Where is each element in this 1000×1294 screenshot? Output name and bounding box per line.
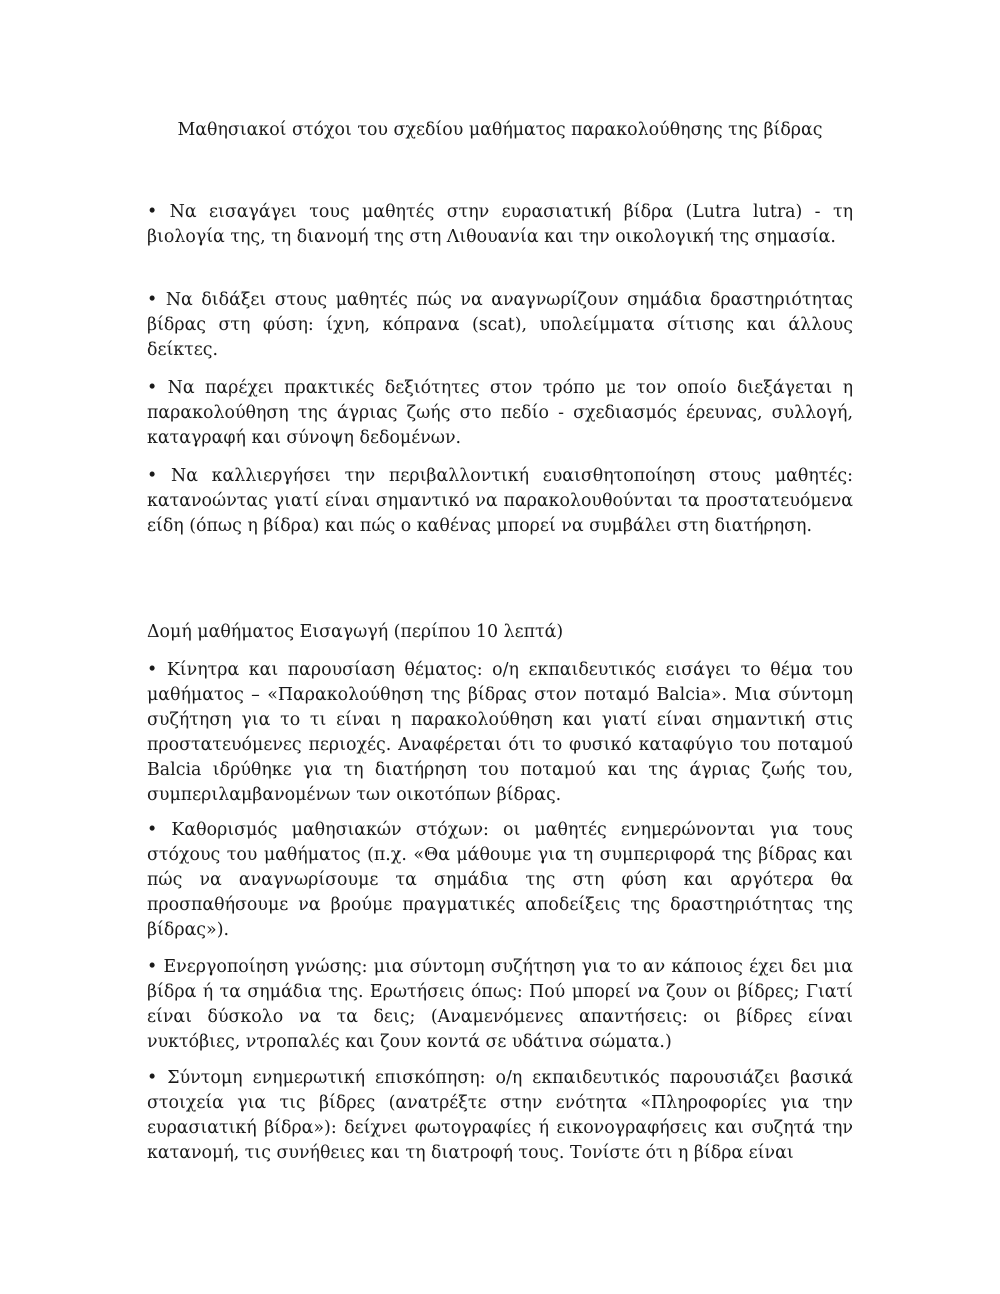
structure-item — [147, 658, 853, 808]
goal-item — [147, 200, 853, 250]
structure-text: Καθορισμός μαθησιακών στόχων: οι μαθητές ενημερώνονται για τους στόχους του μαθήματος (π.χ. «Θα μάθουμε για τη συμπεριφορά της βίδρας και πώς να αναγνωρίσουμε τα σημάδια της στη φύση και αργότερα θα προσπαθήσουμε να βρούμε πραγματικές αποδείξεις της δραστηριότητας της βίδρας»). — [147, 820, 853, 940]
goal-text: Να καλλιεργήσει την περιβαλλοντική ευαισθητοποίηση στους μαθητές: κατανοώντας γιατί είναι σημαντικό να παρακολουθούνται τα προστατευόμενα είδη (όπως η βίδρα) και πώς ο καθένας μπορεί να συμβάλει στη διατήρηση. — [147, 466, 853, 536]
bullet-icon: • — [147, 660, 158, 680]
bullet-icon: • — [147, 820, 158, 840]
bullet-icon: • — [147, 378, 158, 398]
goal-item — [147, 464, 853, 539]
structure-text: Σύντομη ενημερωτική επισκόπηση: ο/η εκπαιδευτικός παρουσιάζει βασικά στοιχεία για τις βίδρες (ανατρέξτε στην ενότητα «Πληροφορίες για την ευρασιατική βίδρα»): δείχνει φωτογραφίες ή εικονογραφήσεις και συζητά την κατανομή, τις συνήθειες και τη διατροφή τους. Τονίστε ότι η βίδρα είναι — [147, 1068, 854, 1163]
structure-text: Ενεργοποίηση γνώσης: μια σύντομη συζήτηση για το αν κάποιος έχει δει μια βίδρα ή τα σημάδια της. Ερωτήσεις όπως: Πού μπορεί να ζουν οι βίδρες; Γιατί είναι δύσκολο να τα δεις; (Αναμενόμενες απαντήσεις: οι βίδρες είναι νυκτόβιες, ντροπαλές και ζουν κοντά σε υδάτινα σώματα.) — [147, 957, 854, 1052]
structure-item — [147, 1066, 853, 1166]
structure-text: Κίνητρα και παρουσίαση θέματος: ο/η εκπαιδευτικός εισάγει το θέμα του μαθήματος – «Παρακολούθηση της βίδρας στον ποταμό Balcia». Μια σύντομη συζήτηση για το τι είναι η παρακολούθηση και γιατί είναι σημαντική στις προστατευόμενες περιοχές. Αναφέρεται ότι το φυσικό καταφύγιο του ποταμού Balcia ιδρύθηκε για τη διατήρηση του ποταμού και της άγριας ζωής του, συμπεριλαμβανομένων των οικοτόπων βίδρας. — [147, 660, 853, 805]
bullet-icon: • — [147, 466, 158, 486]
goal-item — [147, 376, 853, 451]
document-title: Μαθησιακοί στόχοι του σχεδίου μαθήματος παρακολούθησης της βίδρας — [177, 120, 823, 140]
structure-item — [147, 818, 853, 943]
goal-text: Να εισαγάγει τους μαθητές στην ευρασιατική βίδρα (Lutra lutra) - τη βιολογία της, τη διανομή της στη Λιθουανία και την οικολογική της σημασία. — [147, 202, 853, 247]
goal-text: Να παρέχει πρακτικές δεξιότητες στον τρόπο με τον οποίο διεξάγεται η παρακολούθηση της άγριας ζωής στο πεδίο - σχεδιασμός έρευνας, συλλογή, καταγραφή και σύνοψη δεδομένων. — [147, 378, 853, 448]
goal-item — [147, 288, 853, 363]
bullet-icon: • — [147, 202, 158, 222]
bullet-icon: • — [147, 1068, 158, 1088]
bullet-icon: • — [147, 957, 158, 977]
bullet-icon: • — [147, 290, 158, 310]
goal-text: Να διδάξει στους μαθητές πώς να αναγνωρίζουν σημάδια δραστηριότητας βίδρας στη φύση: ίχνη, κόπρανα (scat), υπολείμματα σίτισης και άλλους δείκτες. — [147, 290, 853, 360]
section-heading: Δομή μαθήματος Εισαγωγή (περίπου 10 λεπτά) — [147, 622, 564, 642]
structure-item — [147, 955, 853, 1055]
